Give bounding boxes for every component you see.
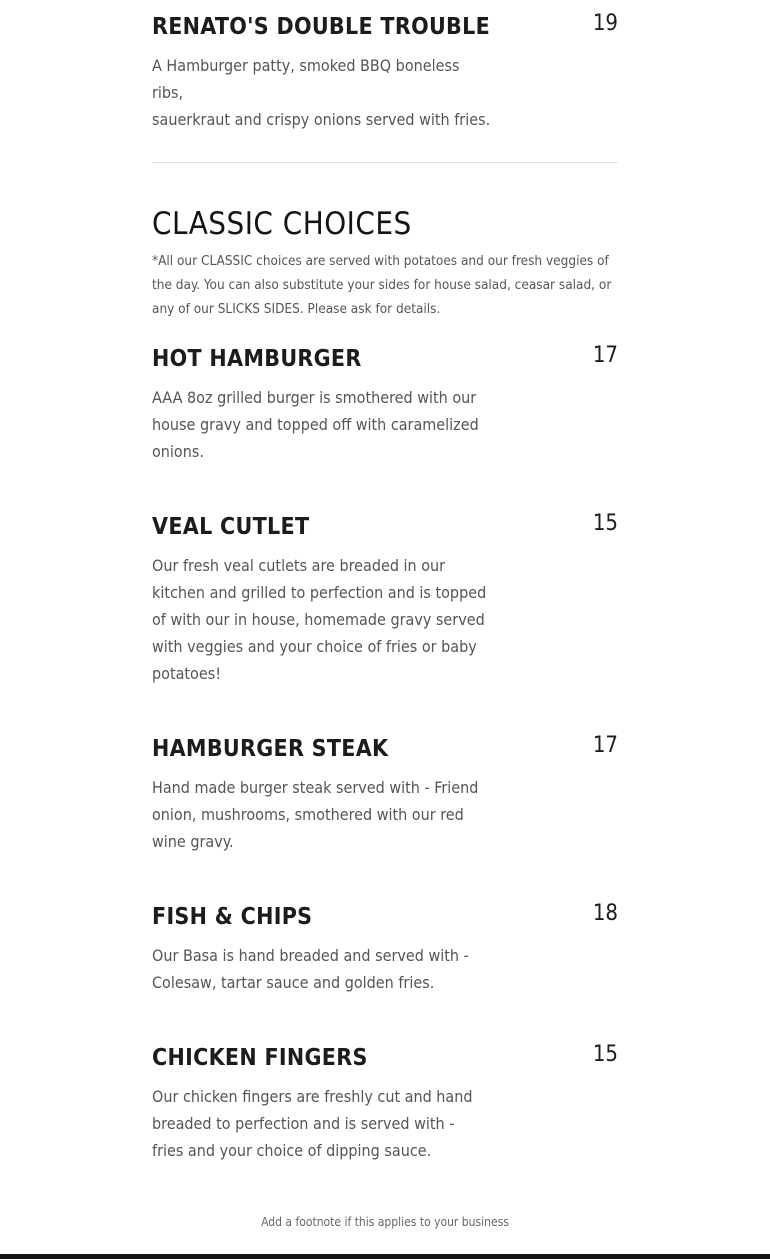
menu-item: [152, 513, 618, 687]
menu-item-description: AAA 8oz grilled burger is smothered with our house gravy and topped off with caramelized onions.: [152, 388, 479, 461]
menu-item-price: 19: [592, 11, 618, 36]
menu-item-title: CHICKEN FINGERS: [152, 1045, 368, 1071]
menu-item-title: RENATO'S DOUBLE TROUBLE: [152, 14, 491, 40]
menu-item-description: Hand made burger steak served with - Friend onion, mushrooms, smothered with our red wine gravy.: [152, 778, 479, 851]
menu-item-price: 18: [592, 901, 618, 926]
footnote: Add a footnote if this applies to your business: [261, 1215, 509, 1229]
section-divider: [152, 162, 618, 163]
section-note: *All our CLASSIC choices are served with potatoes and our fresh veggies of the day. You can also substitute your sides for house salad, ceasar salad, or any of our SLICKS SIDES. Please ask for details.: [152, 253, 612, 317]
menu-item: [152, 903, 618, 996]
footer-bar: [0, 1254, 770, 1259]
menu-item-price: 17: [592, 733, 618, 758]
menu-item: [152, 735, 618, 855]
menu-item-title: FISH & CHIPS: [152, 904, 313, 930]
menu-item: [152, 13, 618, 133]
menu-item-title: HAMBURGER STEAK: [152, 736, 389, 762]
menu-item: [152, 1044, 618, 1164]
menu-item-description: Our Basa is hand breaded and served with - Colesaw, tartar sauce and golden fries.: [152, 946, 469, 992]
section-title: CLASSIC CHOICES: [152, 206, 412, 242]
menu-item-title: HOT HAMBURGER: [152, 346, 362, 372]
menu-item-title: VEAL CUTLET: [152, 514, 310, 540]
menu-item-description: A Hamburger patty, smoked BBQ boneless ribs, sauerkraut and crispy onions served with fries.: [152, 56, 491, 129]
menu-item-description: Our fresh veal cutlets are breaded in our kitchen and grilled to perfection and is topped of with our in house, homemade gravy served with veggies and your choice of fries or baby potatoes!: [152, 556, 487, 683]
menu-item-price: 15: [592, 511, 618, 536]
menu-item-price: 15: [592, 1042, 618, 1067]
menu-item-description: Our chicken fingers are freshly cut and hand breaded to perfection and is served with - fries and your choice of dipping sauce.: [152, 1087, 473, 1160]
menu-item: [152, 345, 618, 465]
menu-item-price: 17: [592, 343, 618, 368]
